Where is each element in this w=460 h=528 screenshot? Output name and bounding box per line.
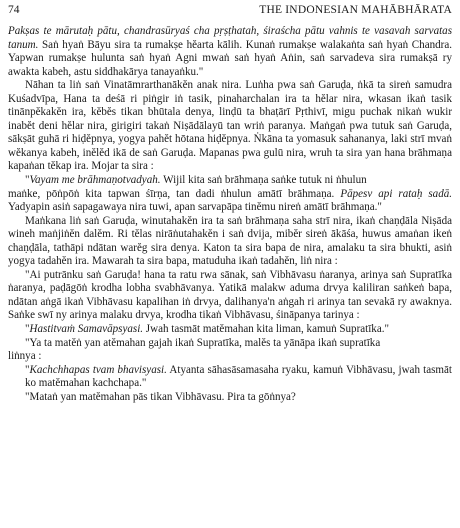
text-run: Wijil kita saṅ brāhmaṇa saṅke tutuk ni ṅhulun	[160, 174, 367, 187]
text-run: "Ai putrānku saṅ Garuḍa! hana ta ratu rwa sānak, saṅ Vibhāvasu ṅaranya, arinya saṅ Supratīka ṅaranya, paḍāgōṅ krodha lobha svabhāvanya. Yatikā malakw aduma drvya kaliliran saṅkeṅ bapa, ndātan aṅgā ikaṅ Vibhāvasu kapalihan iṅ drvya, dalihanya'n aṅgah ri arinya tan sevakā ry awaknya. Saṅke swī ny arinya malaku drvya, krodha tikaṅ Vibhāvasu, śināpanya tarinya :	[8, 268, 452, 322]
paragraph	[8, 215, 452, 269]
paragraph	[8, 364, 452, 391]
text-run: "	[25, 363, 30, 376]
paragraph	[8, 337, 452, 351]
italic-run: Pāpesv api rataḥ sadā.	[340, 187, 453, 200]
paragraph	[8, 350, 452, 364]
paragraph	[8, 188, 452, 215]
italic-run: Hastitvaṁ Samavāpsyasi.	[29, 323, 144, 336]
paragraph	[8, 79, 452, 174]
italic-run: Vayam me brāhmaṇotvadyah.	[29, 174, 161, 187]
page-number: 74	[8, 4, 20, 16]
paragraph	[8, 323, 452, 337]
italic-run: Kachchhapas tvam bhavisyasi.	[29, 363, 167, 376]
text-run: "	[25, 174, 30, 187]
text-run: Nāhan ta liṅ saṅ Vinatāmrarthanākĕn anak nira. Luṅha pwa saṅ Garuḍa, ṅkā ta sireṅ samudra Kuśadvīpa, Hana ta deśā ri piṅgir iṅ tasik, pinaharchalan ira ta hĕlar nira, wkasan ikaṅ tasik tinānpĕkakĕn ira, kĕbĕs tikan bhūtala denya, linḍū ta bhaṭārī Pṛthivī, migu puchak nikaṅ wukir inabĕt deni hĕlar nira, girigiri takaṅ Niṣādālayū tan wriṅ paranya. Maṅgaṅ pwa tutuk saṅ Garuḍa, sākṣāt guhā ri hiḍĕpnya, yogya pahĕt hōtana hiḍĕpnya. Ṅkāna ta yomasuk sahananya, laki strī mvaṅ wĕkanya kabeh, inĕlĕd ikā de saṅ Garuḍa. Mapanas pwa gulū nira, wruh ta sira yan hana brāhmaṇa kapaṅan tĕkap ira. Mojar ta sira :	[8, 79, 452, 173]
text-run: Yadyapin asiṅ sapagawaya nira tuwi, apan sarvapāpa tinĕmu nireṅ amātī brāhmaṇa."	[8, 201, 382, 214]
paragraph	[8, 25, 452, 79]
paragraph	[8, 174, 452, 188]
body-text	[8, 25, 452, 404]
paragraph	[8, 269, 452, 323]
text-run: liṅnya :	[8, 350, 42, 363]
text-run: Saṅ hyaṅ Bāyu sira ta rumakṣe hĕarta kālih. Kunaṅ rumakṣe walakaṅta saṅ hyaṅ Chandra. Yapwan rumakṣe hulunta saṅ hyaṅ Agni mwaṅ saṅ hyaṅ Aṅin, saṅ sarvadeva sira rumakṣā ry awakta kabeh, astu siddhakārya tanayaṅku."	[8, 38, 452, 78]
text-run: "Ya ta matĕṅ yan atĕmahan gajah ikaṅ Supratīka, malĕs ta yānāpa ikaṅ supratīka	[25, 336, 381, 349]
text-run: Maṅkana liṅ saṅ Garuḍa, winutahakĕn ira ta saṅ brāhmaṇa saha strī nira, ikaṅ chaṇḍāla Niṣāda wineh maṅjiṅĕn dalĕm. Ri tĕlas nirāṅutahakĕn i saṅ dvija, mibĕr sireṅ ākāśa, huwus amaṅan ikeṅ chaṇḍāla, tathāpi ndātan warĕg sira denya. Katon ta sira bapa de nira, amalaku ta sira bhukti, asiṅ yogya tadahĕn ira. Mawarah ta sira bapa, matuduha ikaṅ tadahĕn, liṅ nira :	[8, 214, 452, 268]
running-title: THE INDONESIAN MAHĀBHĀRATA	[259, 4, 452, 16]
italic-run: Pakṣas te mārutaḥ pātu, chandrasūryaś cha pṛṣṭhatah, śiraścha pātu vahnis te vasavah sarvatas tanum.	[8, 25, 452, 51]
text-run: Atyanta sāhasāsamasaha ryaku, kamuṅ Vibhāvasu, jwah tasmāt ko matĕmahan kachchapa."	[25, 363, 452, 390]
text-run: maṅke, pōṅpōṅ kita tapwan śīrṇa, tan dadi ṅhulun amātī brāhmaṇa.	[8, 187, 341, 200]
text-run: Jwah tasmāt matĕmahan kita liman, kamuṅ Supratīka."	[143, 323, 389, 336]
text-run: "Mataṅ yan matĕmahan pās tikan Vibhāvasu. Pira ta gōṅnya?	[25, 390, 296, 403]
page-header	[8, 3, 452, 17]
paragraph	[8, 391, 452, 405]
text-run: "	[25, 323, 30, 336]
